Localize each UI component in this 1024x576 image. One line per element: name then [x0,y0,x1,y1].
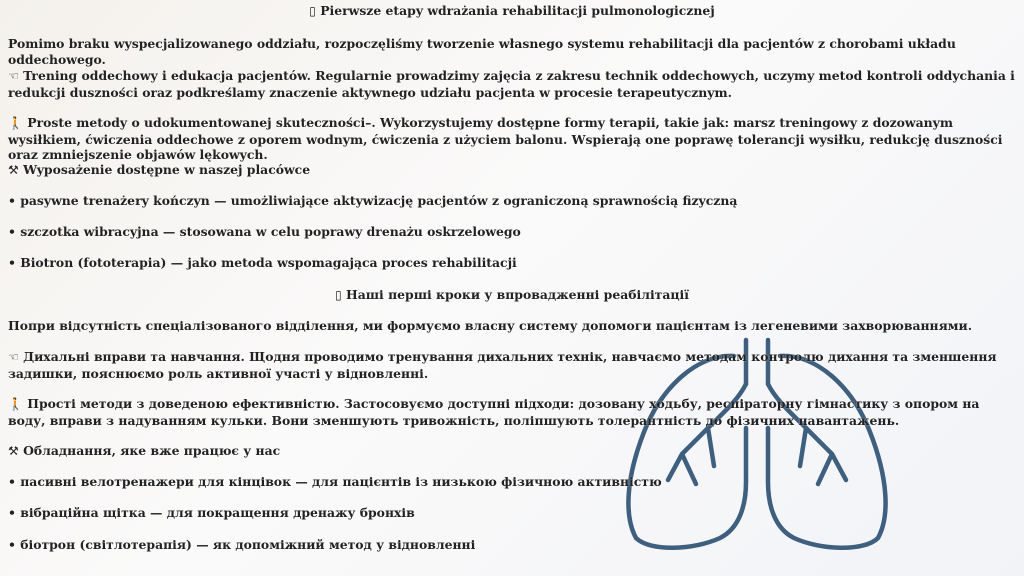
polish-item: • szczotka wibracyjna — stosowana w celu poprawy drenażu oskrzelowego [8,224,521,239]
polish-equipment-heading-text: Wyposażenie dostępne w naszej placówce [23,162,311,177]
box-glyph-icon: ▯ [335,288,342,302]
ukrainian-methods [8,396,1020,428]
ukrainian-intro: Попри відсутність спеціалізованого відділення, ми формуємо власну систему допомоги пацієнтам із легеневими захворюваннями. [8,318,973,333]
box-glyph-icon: ▯ [309,4,316,18]
ukrainian-equipment-heading [8,443,1020,460]
polish-title-text: Pierwsze etapy wdrażania rehabilitacji pulmonologicznej [320,3,715,18]
polish-methods [8,115,1020,163]
pointing-hand-icon: ☜ [8,69,19,83]
ukrainian-item: • вібраційна щітка — для покращення дренажу бронхів [8,505,415,520]
polish-item: • Biotron (fototerapia) — jako metoda wspomagająca proces rehabilitacji [8,255,517,270]
ukrainian-title-text: Наші перші кроки у впровадженні реабілітації [346,287,689,302]
ukrainian-item: • біотрон (світлотерапія) — як допоміжний метод у відновленні [8,537,476,552]
tools-icon: ⚒ [8,444,19,458]
ukrainian-training [8,349,1020,381]
pointing-hand-icon: ☜ [8,350,19,364]
polish-intro: Pomimo braku wyspecjalizowanego oddziału, rozpoczęliśmy tworzenie własnego systemu rehabilitacji dla pacjentów z chorobami układu oddechowego. [8,36,956,67]
ukrainian-methods-text: Прості методи з доведеною ефективністю. Застосовуємо доступні підходи: дозовану ходьбу, респіраторну гімнастику з опором на воду, вправи з надуванням кульки. Вони зменшують тривожність, поліпшують толерантність до фізичних навантажень. [8,396,980,428]
ukrainian-item: • пасивні велотренажери для кінцівок — для пацієнтів із низькою фізичною активністю [8,474,662,489]
polish-training-text: Trening oddechowy i edukacja pacjentów. Regularnie prowadzimy zajęcia z zakresu technik oddechowych, uczymy metod kontroli oddychania i redukcji duszności oraz podkreślamy znaczenie aktywnego udziału pacjenta w procesie terapeutycznym. [8,68,1015,100]
ukrainian-equipment-heading-text: Обладнання, яке вже працює у нас [23,443,281,458]
ukrainian-title [0,287,1024,304]
walking-person-icon: 🚶 [8,116,23,130]
polish-title [0,3,1024,20]
polish-training [8,68,1020,100]
walking-person-icon: 🚶 [8,397,23,411]
ukrainian-training-text: Дихальні вправи та навчання. Щодня проводимо тренування дихальних технік, навчаємо методам контролю дихання та зменшення задишки, пояснюємо роль активної участі у відновленні. [8,349,997,381]
polish-item: • pasywne trenażery kończyn — umożliwiające aktywizację pacjentów z ograniczoną sprawnością fizyczną [8,193,738,208]
polish-methods-text: Proste metody o udokumentowanej skuteczności–. Wykorzystujemy dostępne formy terapii, takie jak: marsz treningowy z dozowanym wysiłkiem, ćwiczenia oddechowe z oporem wodnym, ćwiczenia z użyciem balonu. Wspierają one poprawę tolerancji wysiłku, redukcję duszności oraz zmniejszenie objawów lękowych. [8,115,1003,162]
tools-icon: ⚒ [8,163,19,177]
polish-equipment-heading [8,162,1020,179]
